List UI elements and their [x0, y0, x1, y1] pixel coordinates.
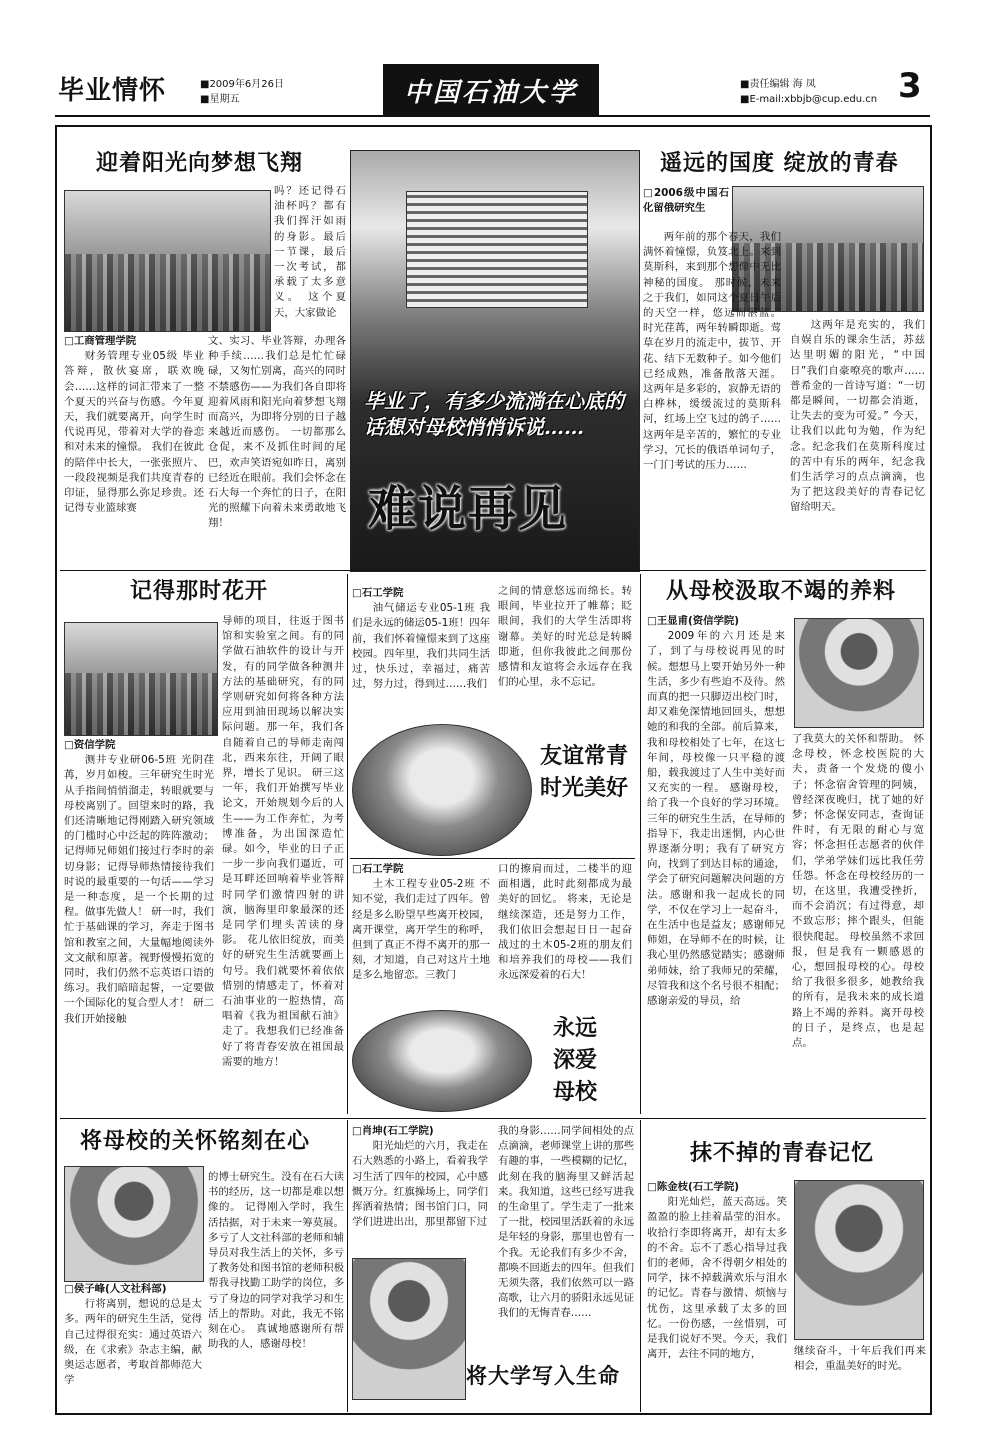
article-column: [352, 862, 490, 1006]
article-column: [794, 1344, 926, 1406]
article-column: [222, 614, 344, 1118]
paragraph: 我的身影……同学间相处的点点滴滴，老师课堂上讲的那些有趣的事，一些模糊的记忆，此刻在我的脑海里又鲜活起来。我知道，这些已经写进我的生命里了。学生走了一批来了一批，校园里活跃着的永远是年轻的身影，那里也曾有一个我。无论我们有多少不舍，都唤不回逝去的四年。但我们无须失落，我们依然可以一路高歌，让六月的骄阳永远见证我们的无悔青春……: [498, 1125, 634, 1320]
paragraph: 土木工程专业05-2班 不知不觉，我们走过了四年。曾经是多么盼望早些离开校园，离开课堂，离开学生的称呼，但到了真正不得不离开的那一刻，才知道，自己对这片土地是多么地留恋。三教门: [352, 878, 490, 982]
byline: □王显甫(资信学院): [647, 615, 740, 627]
paragraph: 导师的项目，往返于图书馆和实验室之间。有的同学做石油软件的设计与开发，有的同学做各种测井方法的基础研究，有的同学则研究如何将各种方法应用到油田现场以解决实际问题。那一年，我们各自随着自己的导师走南闯北，西来东往，开阔了眼界，增长了见识。 研三这一年，我们开始撰写毕业论文，开始规划今后的人生——为工作奔忙，为考博准备，为出国深造忙碌。如今，毕业的日子正一步一步向我们逼近，可是耳畔还回响着毕业答辩时同学们激情四射的讲演，脑海里印象最深的还是同学们埋头苦读的身影。 花儿依旧绽放，而美好的研究生生活就要画上句号。我们就要怀着依依惜别的情感走了，怀着对石油事业的一腔热情，高唱着《我为祖国献石油》走了。我想我们已经准备好了将青春安放在祖国最需要的地方！: [222, 615, 344, 1068]
title-line: 时光美好: [539, 775, 628, 801]
article-column: [352, 586, 490, 716]
paragraph: 2009年的六月还是来了，到了与母校说再见的时候。想想马上要开始另外一种生活，多少有些迫不及待。然而真的把一只脚迈出校门时，却又难免深情地回回头，想想她的和我的全部。前后算来，我和母校相处了七年，在这七年间，母校像一只平稳的渡船，载我渡过了人生中美好而又充实的一程。 感谢母校，给了我一个良好的学习环境。三年的研究生生活，在导师的指导下，我走出迷惘，内心世界逐渐分明；我有了研究方向，找到了到达目标的通途，学会了研究问题解决问题的方法。感谢和我一起成长的同学，不仅在学习上一起奋斗，在生活中也是益友；感谢师兄师姐，在导师不在的时候，让我心里仍然感觉踏实；感谢师弟师妹，给了我师兄的荣耀，尽管我和这个名号很不相配；感谢亲爱的导员，给: [647, 630, 785, 1008]
issue-date: [200, 77, 284, 107]
article-column: [792, 732, 924, 1110]
title-line: 友谊常青: [539, 743, 628, 769]
article-column: [64, 1282, 202, 1406]
byline: □2006级中国石化留俄研究生: [643, 187, 729, 215]
paragraph: 两年前的那个春天，我们满怀着憧憬，负笈北上。来到莫斯科，来到那个想像中无比神秘的国度。 那时候，未来之于我们，如同这个夏日午后的天空一样，悠远而湛蓝。 时光荏苒，两年转瞬即逝。莺草在岁月的流走中，拔节、开花、结下无数种子。如今他们已经成熟，准备散落天涯。 这两年是多彩的，寂静无语的白桦林，缓缓流过的莫斯科河，红场上空飞过的鸽子…… 这两年是辛苦的，繁忙的专业学习，冗长的俄语单词句子，一门门考试的压力……: [643, 231, 781, 472]
header-rule: [55, 115, 930, 117]
byline: □陈金枝(石工学院): [647, 1181, 740, 1193]
paragraph: 之间的情意悠远而绵长。转眼间，毕业拉开了帷幕；眨眼间，我们的大学生活即将谢幕。美好的时光总是转瞬即逝，但你我彼此之间那份感情和友谊将会永远存在我们的心里，永不忘记。: [498, 585, 632, 689]
paragraph: 这两年是充实的，我们自娱自乐的课余生活，苏兹达里明媚的阳光，“中国日”我们自豪嘹亮的歌声…… 普希金的一首诗写道：“一切都是瞬间，一切都会消逝，让失去的变为可爱。” 今天，让我们以此句为勉，作为纪念。纪念我们在莫斯科度过的苦中有乐的两年，纪念我们生活学习的点点滴滴，也为了把这段美好的青春记忆留给明天。: [790, 319, 925, 514]
author-portrait: [64, 1166, 204, 1282]
paragraph: 油气储运专业05-1班 我们是永远的储运05-1班！四年前，我们怀着憧憬来到了这座校园。四年里，我们共同生活过，快乐过，幸福过，痛苦过，努力过，得到过……我们: [352, 602, 490, 691]
article-title: [540, 1012, 610, 1108]
author-portrait: [794, 618, 924, 728]
paragraph: 阳光灿烂，蓝天高远。笑盈盈的脸上挂着晶莹的泪水。收拾行李即将离开，却有太多的不舍。忘不了悉心指导过我们的老师，舍不得朝夕相处的同学，抹不掉载满欢乐与泪水的记忆。青春与激情、烦恼与忧伤，这里承载了太多的回忆。一份伤感，一丝惜别，可是我们说好不哭。今天，我们离开，去往不同的地方，: [647, 1196, 787, 1361]
article-column: [274, 184, 346, 334]
editor-info: [740, 77, 877, 107]
byline: □肖坤(石工学院): [352, 1125, 434, 1137]
article-column: [208, 334, 346, 566]
masthead-logo: 中国石油大学: [383, 64, 599, 116]
class-oval-photo: [352, 724, 532, 856]
article-column: [647, 614, 785, 1110]
article-title: [532, 740, 636, 804]
article-title: 将母校的关怀铭刻在心: [80, 1128, 311, 1154]
article-column: [498, 862, 632, 1006]
byline: □资信学院: [64, 739, 116, 751]
email-text: ■E-mail:xbbjb@cup.edu.cn: [740, 94, 878, 105]
article-title: 从母校汲取不竭的养料: [666, 578, 897, 604]
byline: □石工学院: [352, 587, 404, 599]
paragraph: 财务管理专业05级 毕业答辩，散伙宴席，联欢晚会……这样的词汇带来了一整个夏天的兴奋与伤感。今年夏天，我们就要离开，向学生时代说再见，带着对大学的眷恋和对未来的憧憬。 我们在彼此的陪伴中长大，一张张照片、一段段视频是我们共度青春的印证，显得那么弥足珍贵。还记得专业篮球赛: [64, 350, 204, 515]
article-column: [208, 1170, 344, 1406]
title-line: 永远: [552, 1015, 597, 1041]
article-column: [643, 230, 781, 560]
paragraph: 口的擦肩而过，二楼半的迎面相遇，此时此刻都成为最美好的回忆。 将来，无论是继续深造，还是努力工作，我们依旧会想起日日一起奋战过的土木05-2班的朋友们和培养我们的母校——我们永远深爱着的石大！: [498, 863, 632, 982]
divider: [347, 574, 348, 1114]
feature-headline: 难说再见: [368, 481, 569, 537]
feature-poem: 毕业了，有多少流淌在心底的话想对母校悄悄诉说……: [364, 389, 624, 439]
divider: [347, 1120, 348, 1412]
editor-text: ■责任编辑 海 凤: [740, 79, 816, 90]
paragraph: 了我莫大的关怀和帮助。 怀念母校，怀念校医院的大夫，责备一个发烧的傻小子；怀念宿舍管理的阿姨，曾经深夜晚归，扰了她的好梦；怀念保安同志，查询证件时，有无限的耐心与宽容；怀念担任志愿者的伙伴们，学弟学妹们远比我任劳任怨。怀念在母校经历的一切，在这里，我遭受挫折，而不会消沉；有过得意，却不致忘形；摔个跟头，但能很快爬起。 母校虽然不求回报，但是我有一颗感恩的心，想回报母校的心。母校给了我很多很多，她教给我的所有，是我未来的成长道路上不竭的养料。离开母校的日子，是终点，也是起点。: [792, 733, 924, 1050]
author-portrait: [352, 1258, 466, 1400]
article-title: 遥远的国度 绽放的青春: [660, 150, 899, 176]
article-column: [498, 584, 632, 714]
divider: [350, 858, 635, 859]
article-title: 迎着阳光向梦想飞翔: [96, 150, 304, 176]
page-number: 3: [898, 66, 922, 106]
article-column: [64, 334, 204, 566]
article-column: [64, 738, 214, 1118]
article-column: [352, 1124, 488, 1254]
class-oval-photo: [352, 1010, 532, 1112]
paragraph: 继续奋斗，十年后我们再来相会，重温美好的时光。: [794, 1345, 926, 1373]
divider: [640, 574, 641, 1114]
paragraph: 吗？还记得石油杯吗？都有我们挥汗如雨的身影。最后一节课，最后一次考试，都承载了太多意义。 这个夏天，大家做论: [274, 185, 346, 319]
paragraph: 的博士研究生。没有在石大读书的经历，这一切都是难以想像的。 记得刚入学时，我生活拮据，对于未来一筹莫展。多亏了人文社科部的老师和辅导员对我生活上的关怀，多亏了教务处和图书馆的老师积极帮我寻找勤工助学的岗位，多亏了身边的同学对我学习和生活上的帮助。对此，我无不铭刻在心。 真诚地感谢所有帮助我的人，感谢母校！: [208, 1171, 344, 1351]
title-line: 母校: [552, 1079, 597, 1105]
date-text: ■2009年6月26日: [200, 79, 284, 90]
paragraph: 测井专业研06-5班 光阴荏苒，岁月如梭。三年研究生时光从手指间悄悄溜走，转眼就要与母校离别了。回望来时的路，我们还清晰地记得刚踏入研究领域的门槛时心中泛起的阵阵激动；记得师兄师姐们接过行李时的亲切身影；记得导师热情接待我们时说的最重要的一句话——学习是一种态度，是一个长期的过程。做事先做人！ 研一时，我们忙于基础课的学习，奔走于图书馆和教室之间，大量幅地阅读外文文献和原著。视野慢慢拓宽的同时，我们仍然不忘英语口语的练习。我们暗暗起誓，一定要做一个国际化的复合型人才！ 研二我们开始接触: [64, 754, 214, 1025]
building-graphic: [406, 191, 588, 308]
article-column: [498, 1124, 634, 1360]
paragraph: 文、实习、毕业答辩，办理各种手续……我们总是忙忙碌碌，又匆忙别离，高兴的同时不禁感伤——为我们各自即将迎着风雨和阳光向着梦想飞翔而高兴，为即将分别的日子越来越近而感伤。 一切都那么仓促，来不及抓住时间的尾巴，欢声笑语宛如昨日，离别已经近在眼前。我们会怀念在石大每一个奔忙的日子，在阳光的照耀下向着未来勇敢地飞翔！: [208, 335, 346, 530]
article-column: [790, 318, 925, 562]
title-line: 深爱: [552, 1047, 597, 1073]
author-portrait: [794, 1180, 924, 1340]
article-title: 将大学写入生命: [466, 1363, 620, 1388]
divider: [640, 1120, 641, 1412]
paragraph: 行将离别，想说的总是太多。两年的研究生生活，觉得自己过得很充实：通过英语六级，在《求索》杂志主编，献奥运志愿者，考取首都师范大学: [64, 1298, 202, 1387]
group-photo: [64, 190, 271, 332]
group-photo: [64, 622, 218, 736]
divider: [60, 1118, 926, 1119]
byline: □石工学院: [352, 863, 404, 875]
section-title: 毕业情怀: [58, 76, 167, 106]
byline: □侯子峰(人文社科部): [64, 1283, 167, 1295]
article-column: [647, 1180, 787, 1406]
paragraph: 阳光灿烂的六月，我走在石大熟悉的小路上，看着我学习生活了四年的校园，心中感慨万分。红旗操场上，同学们挥洒着热情；图书馆门口，同学们进进出出，那里都留下过: [352, 1140, 488, 1229]
divider: [60, 570, 926, 571]
byline: □工商管理学院: [64, 335, 137, 347]
article-title: 抹不掉的青春记忆: [690, 1140, 875, 1166]
weekday-text: ■星期五: [200, 94, 240, 105]
article-title: 记得那时花开: [130, 578, 269, 604]
